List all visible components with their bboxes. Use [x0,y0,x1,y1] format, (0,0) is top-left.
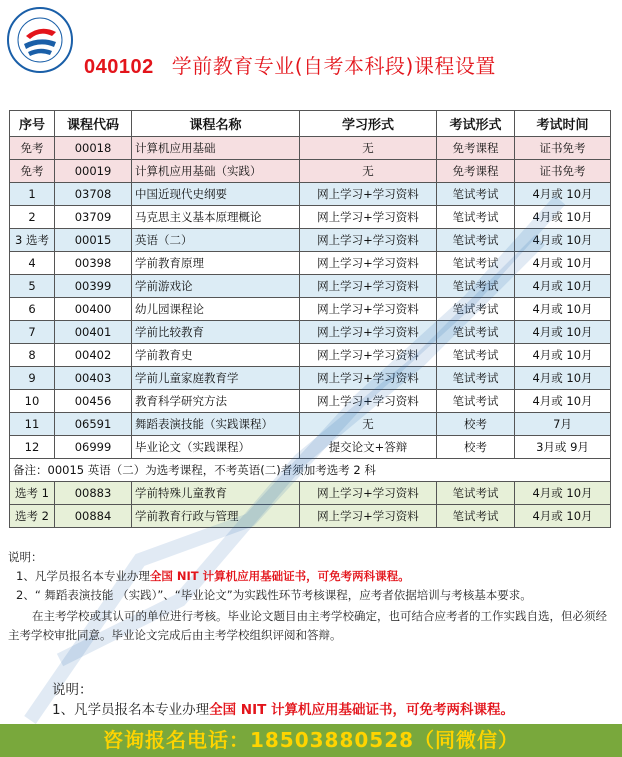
cell-name: 舞蹈表演技能（实践课程） [132,413,300,436]
cell-study: 网上学习+学习资料 [300,206,437,229]
cell-code: 06999 [55,436,132,459]
cell-no: 9 [10,367,55,390]
cell-code: 00456 [55,390,132,413]
cell-name: 毕业论文（实践课程） [132,436,300,459]
cell-study: 网上学习+学习资料 [300,229,437,252]
cell-no: 10 [10,390,55,413]
table-row [10,298,611,321]
cell-no: 8 [10,344,55,367]
cell-study: 网上学习+学习资料 [300,321,437,344]
header-code: 课程代码 [55,111,132,137]
cell-name: 计算机应用基础 [132,137,300,160]
cell-exam: 笔试考试 [437,344,515,367]
table-row [10,321,611,344]
cell-code: 00883 [55,482,132,505]
cell-study: 网上学习+学习资料 [300,252,437,275]
header-name: 课程名称 [132,111,300,137]
cell-exam: 笔试考试 [437,505,515,528]
cell-study: 无 [300,160,437,183]
cell-exam: 笔试考试 [437,390,515,413]
cell-name: 学前儿童家庭教育学 [132,367,300,390]
cell-exam: 笔试考试 [437,229,515,252]
cell-exam: 笔试考试 [437,367,515,390]
cell-code: 00015 [55,229,132,252]
cell-exam: 笔试考试 [437,183,515,206]
cell-name: 教育科学研究方法 [132,390,300,413]
cell-study: 网上学习+学习资料 [300,390,437,413]
cell-time: 4月或 10月 [515,505,611,528]
cell-code: 00400 [55,298,132,321]
cell-no: 2 [10,206,55,229]
cell-exam: 校考 [437,413,515,436]
cell-no: 选考 2 [10,505,55,528]
table-row [10,390,611,413]
cell-study: 网上学习+学习资料 [300,183,437,206]
cell-time: 4月或 10月 [515,367,611,390]
cell-code: 06591 [55,413,132,436]
cell-time: 3月或 9月 [515,436,611,459]
table-row [10,413,611,436]
cell-study: 网上学习+学习资料 [300,344,437,367]
header-study: 学习形式 [300,111,437,137]
cell-time: 4月或 10月 [515,183,611,206]
cell-no: 免考 [10,160,55,183]
cell-no: 1 [10,183,55,206]
cell-exam: 笔试考试 [437,482,515,505]
school-logo [6,6,74,74]
cell-name: 马克思主义基本原理概论 [132,206,300,229]
cell-name: 学前比较教育 [132,321,300,344]
notes-section-2 [52,680,612,720]
cell-time: 4月或 10月 [515,229,611,252]
table-row [10,206,611,229]
cell-time: 4月或 10月 [515,321,611,344]
notes-item-2: 2、“ 舞蹈表演技能 （实践）”、“毕业论文”为实践性环节考核课程，应考者依据培训与考核基本要求。 [16,588,532,602]
cell-name: 学前教育原理 [132,252,300,275]
cell-time: 证书免考 [515,137,611,160]
cell-time: 证书免考 [515,160,611,183]
cell-exam: 笔试考试 [437,298,515,321]
cell-code: 00398 [55,252,132,275]
cell-name: 学前游戏论 [132,275,300,298]
cell-no: 7 [10,321,55,344]
cell-time: 4月或 10月 [515,390,611,413]
cell-code: 00403 [55,367,132,390]
cell-time: 4月或 10月 [515,275,611,298]
header-time: 考试时间 [515,111,611,137]
table-note-row [10,459,611,482]
cell-code: 00884 [55,505,132,528]
cell-no: 12 [10,436,55,459]
cell-time: 4月或 10月 [515,252,611,275]
cell-code: 00402 [55,344,132,367]
notes-heading-2: 说明： [52,682,93,698]
cell-study: 网上学习+学习资料 [300,367,437,390]
notes-paragraph: 在主考学校或其认可的单位进行考核。毕业论文题目由主考学校确定，也可结合应考者的工作实践自选，但必须经主考学校审批同意。毕业论文完成后由主考学校组织评阅和答辩。 [8,609,607,642]
table-row [10,367,611,390]
cell-exam: 笔试考试 [437,252,515,275]
cell-exam: 免考课程 [437,137,515,160]
cell-name: 幼儿园课程论 [132,298,300,321]
cell-study: 提交论文+答辩 [300,436,437,459]
cell-exam: 笔试考试 [437,206,515,229]
table-row [10,137,611,160]
cell-name: 学前特殊儿童教育 [132,482,300,505]
table-row [10,436,611,459]
notes-section [8,548,614,645]
elective-row [10,482,611,505]
cell-study: 网上学习+学习资料 [300,482,437,505]
cell-study: 无 [300,137,437,160]
cell-study: 网上学习+学习资料 [300,275,437,298]
cell-no: 选考 1 [10,482,55,505]
table-header-row [10,111,611,137]
cell-code: 00401 [55,321,132,344]
major-code: 040102 [84,56,154,78]
cell-exam: 校考 [437,436,515,459]
cell-code: 03708 [55,183,132,206]
elective-row [10,505,611,528]
page-title [84,50,496,79]
cell-exam: 免考课程 [437,160,515,183]
header-exam: 考试形式 [437,111,515,137]
notes-item-1b-prefix: 1、凡学员报名本专业办理 [52,702,210,718]
notes-item-1-highlight: 全国 NIT 计算机应用基础证书，可免考两科课程。 [149,569,410,583]
cell-exam: 笔试考试 [437,321,515,344]
notes-item-1 [8,567,614,586]
table-row [10,252,611,275]
cell-no: 11 [10,413,55,436]
table-row [10,183,611,206]
cell-code: 00019 [55,160,132,183]
cell-name: 计算机应用基础（实践） [132,160,300,183]
cell-name: 学前教育史 [132,344,300,367]
cell-time: 4月或 10月 [515,344,611,367]
cell-code: 00018 [55,137,132,160]
cell-code: 03709 [55,206,132,229]
notes-item-1b [52,700,612,720]
course-table [9,110,611,528]
cell-name: 中国近现代史纲要 [132,183,300,206]
cell-time: 4月或 10月 [515,206,611,229]
cell-exam: 笔试考试 [437,275,515,298]
cell-no: 免考 [10,137,55,160]
cell-no: 5 [10,275,55,298]
cell-name: 学前教育行政与管理 [132,505,300,528]
table-row [10,344,611,367]
cell-study: 网上学习+学习资料 [300,505,437,528]
cell-study: 网上学习+学习资料 [300,298,437,321]
header-no: 序号 [10,111,55,137]
cell-study: 无 [300,413,437,436]
notes-item-1-prefix: 1、凡学员报名本专业办理 [16,569,150,583]
notes-item-1b-highlight: 全国 NIT 计算机应用基础证书，可免考两科课程。 [209,702,515,718]
notes-heading: 说明： [8,550,43,564]
contact-banner: 咨询报名电话：18503880528（同微信） [0,724,622,757]
table-row [10,229,611,252]
table-row [10,160,611,183]
cell-name: 英语（二） [132,229,300,252]
table-note: 备注：00015 英语（二）为选考课程，不考英语(二)者须加考选考 2 科 [10,459,611,482]
cell-time: 7月 [515,413,611,436]
cell-time: 4月或 10月 [515,482,611,505]
cell-time: 4月或 10月 [515,298,611,321]
table-row [10,275,611,298]
cell-no: 6 [10,298,55,321]
title-text: 学前教育专业(自考本科段)课程设置 [171,54,496,78]
cell-code: 00399 [55,275,132,298]
cell-no: 3 选考 [10,229,55,252]
cell-no: 4 [10,252,55,275]
